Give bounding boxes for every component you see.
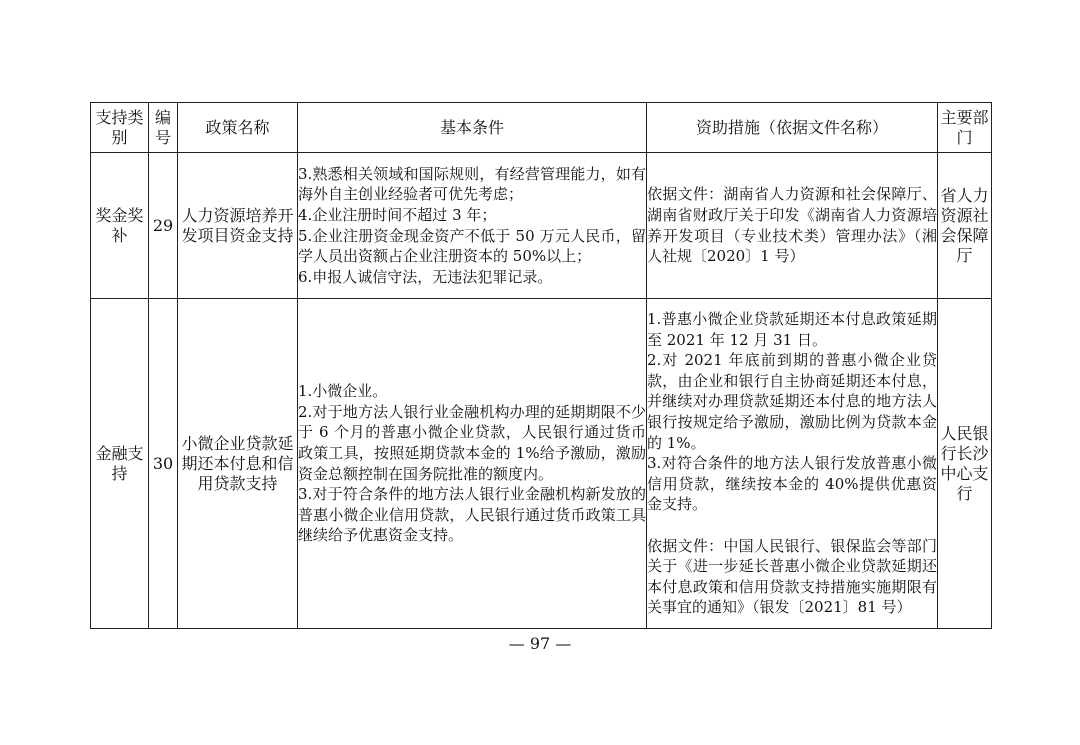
measure-item: 3.对符合条件的地方法人银行发放普惠小微信用贷款，继续按本金的 40%提供优惠资金支持。 [647, 454, 937, 514]
measure-item: 依据文件：湖南省人力资源和社会保障厅、湖南省财政厅关于印发《湖南省人力资源培养开发项目（专业技术类）管理办法》（湘人社规〔2020〕1 号） [647, 185, 937, 266]
row-category: 金融支持 [91, 299, 149, 629]
row-department: 人民银行长沙中心支行 [938, 299, 992, 629]
condition-item: 5.企业注册资金现金资产不低于 50 万元人民币，留学人员出资额占企业注册资本的 50%以上； [298, 226, 646, 266]
row-conditions [298, 153, 647, 299]
measure-item: 依据文件：中国人民银行、银保监会等部门关于《进一步延长普惠小微企业贷款延期还本付息政策和信用贷款支持措施实施期限有关事宜的通知》（银发〔2021〕81 号） [647, 536, 937, 617]
header-category: 支持类别 [91, 103, 149, 153]
row-measures [647, 153, 938, 299]
header-number: 编号 [149, 103, 178, 153]
paragraph-gap [647, 515, 937, 536]
row-number: 30 [149, 299, 178, 629]
table-row [91, 299, 992, 629]
row-conditions [298, 299, 647, 629]
condition-item: 3.熟悉相关领域和国际规则，有经营管理能力，如有海外自主创业经验者可优先考虑； [298, 164, 646, 204]
row-department: 省人力资源社会保障厅 [938, 153, 992, 299]
table-row [91, 153, 992, 299]
row-policy-name: 小微企业贷款延期还本付息和信用贷款支持 [178, 299, 298, 629]
row-policy-name: 人力资源培养开发项目资金支持 [178, 153, 298, 299]
table-header-row [91, 103, 992, 153]
measure-item: 1.普惠小微企业贷款延期还本付息政策延期至 2021 年 12 月 31 日。 [647, 310, 937, 349]
policy-table [90, 102, 992, 629]
condition-item: 4.企业注册时间不超过 3 年； [298, 205, 497, 224]
condition-item: 3.对于符合条件的地方法人银行业金融机构新发放的普惠小微企业信用贷款，人民银行通过货币政策工具继续给予优惠资金支持。 [298, 485, 646, 545]
header-policy-name: 政策名称 [178, 103, 298, 153]
header-department: 主要部门 [938, 103, 992, 153]
condition-item: 6.申报人诚信守法，无违法犯罪记录。 [298, 267, 553, 286]
row-category: 奖金奖补 [91, 153, 149, 299]
measure-item: 2.对 2021 年底前到期的普惠小微企业贷款，由企业和银行自主协商延期还本付息，并继续对办理贷款延期还本付息的地方法人银行按规定给予激励，激励比例为贷款本金的 1%。 [647, 351, 937, 452]
row-measures [647, 299, 938, 629]
header-conditions: 基本条件 [298, 103, 647, 153]
header-measures: 资助措施（依据文件名称） [647, 103, 938, 153]
row-number: 29 [149, 153, 178, 299]
condition-item: 1.小微企业。 [298, 382, 388, 401]
page-number: — 97 — [508, 634, 572, 653]
condition-item: 2.对于地方法人银行业金融机构办理的延期期限不少于 6 个月的普惠小微企业贷款，人民银行通过货币政策工具，按照延期贷款本金的 1%给予激励，激励资金总额控制在国务院批准的额度内。 [298, 402, 646, 483]
